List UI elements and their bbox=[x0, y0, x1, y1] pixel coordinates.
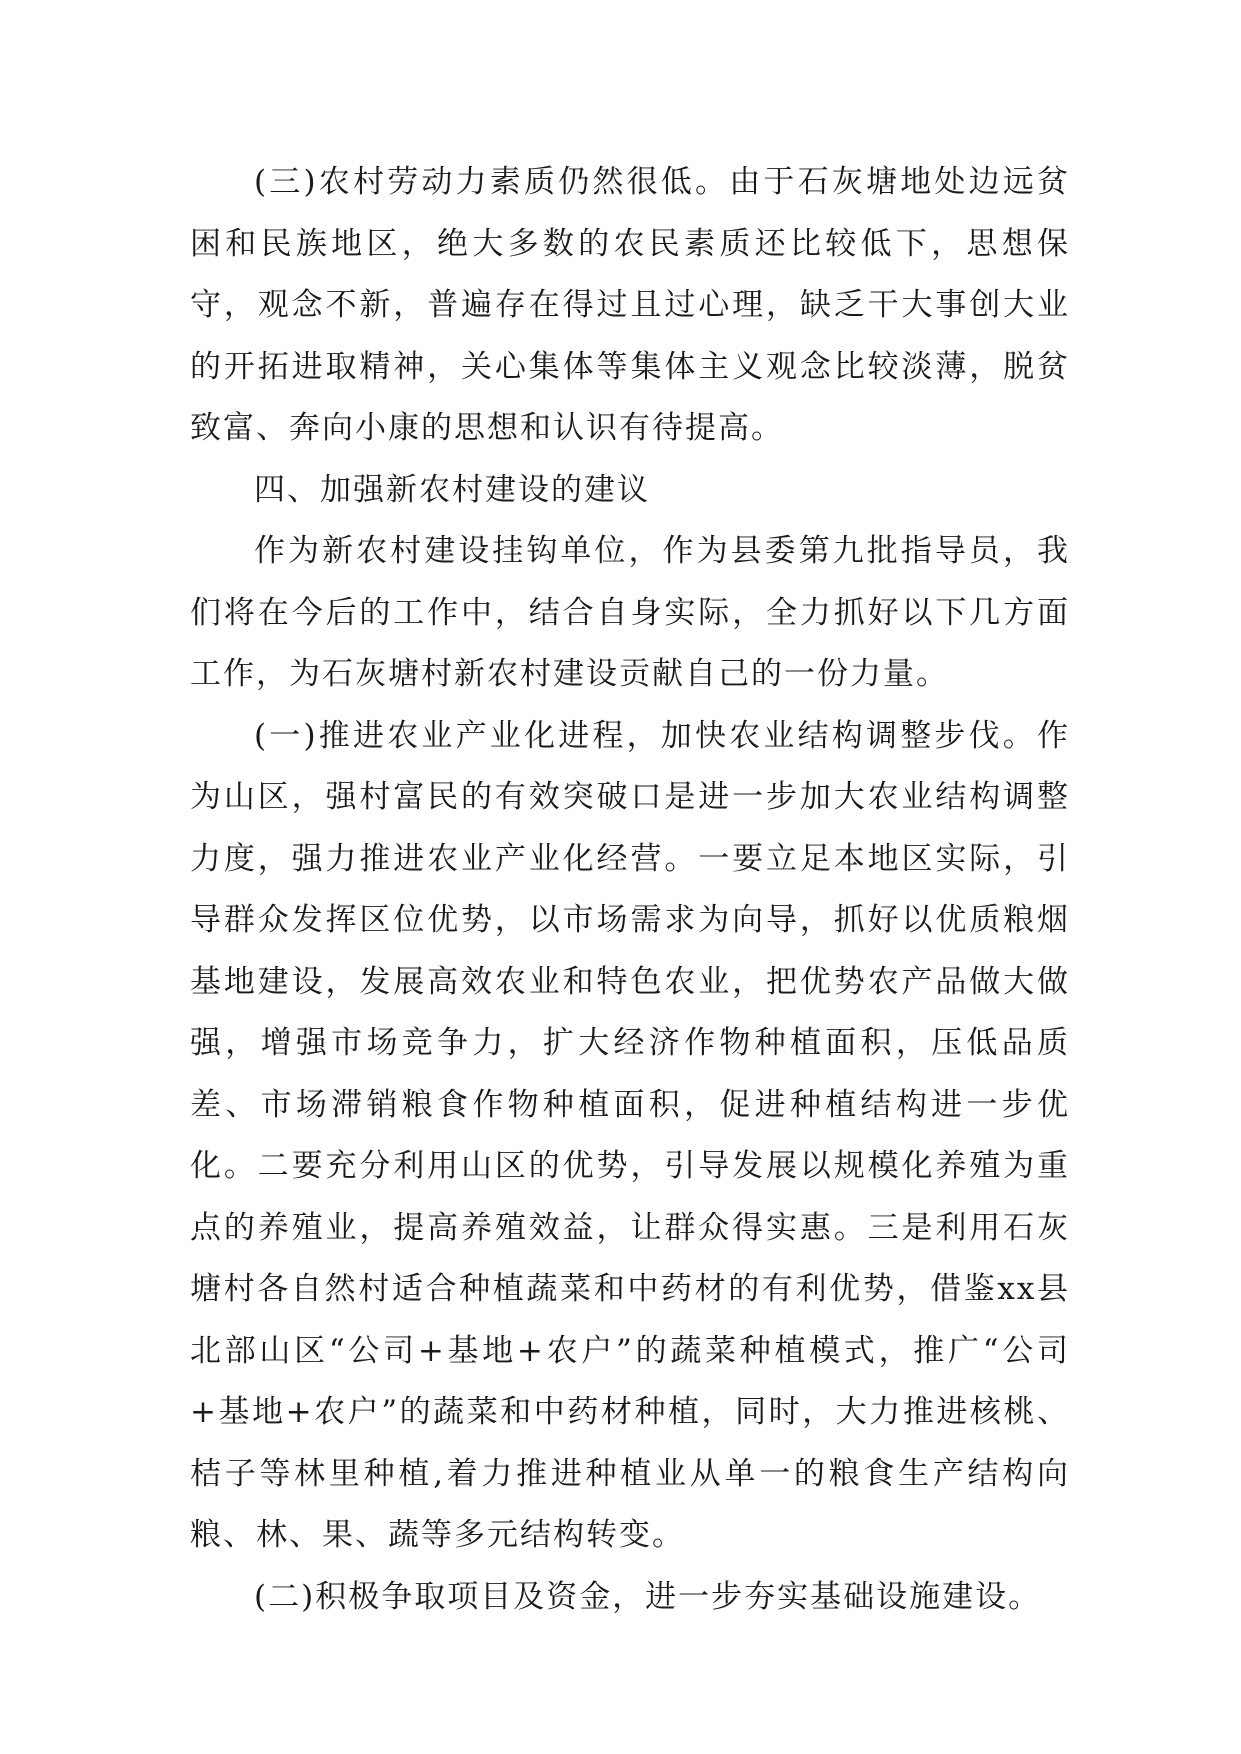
paragraph-rural-labor-quality: (三)农村劳动力素质仍然很低。由于石灰塘地处边远贫困和民族地区，绝大多数的农民素质还比较低下，思想保守，观念不新，普遍存在得过且过心理，缺乏干大事创大业的开拓进取精神，关心集体等集体主义观念比较淡薄，脱贫致富、奔向小康的思想和认识有待提高。 bbox=[190, 164, 1070, 446]
section-heading-suggestions: 四、加强新农村建设的建议 bbox=[254, 471, 650, 508]
paragraph-work-commitment: 作为新农村建设挂钩单位，作为县委第九批指导员，我们将在今后的工作中，结合自身实际，全力抓好以下几方面工作，为石灰塘村新农村建设贡献自己的一份力量。 bbox=[190, 533, 1070, 692]
paragraph-project-funding: (二)积极争取项目及资金，进一步夯实基础设施建设。 bbox=[254, 1578, 1042, 1615]
paragraph-agricultural-industrialization: (一)推进农业产业化进程，加快农业结构调整步伐。作为山区，强村富民的有效突破口是进一步加大农业结构调整力度，强力推进农业产业化经营。一要立足本地区实际，引导群众发挥区位优势，以市场需求为向导，抓好以优质粮烟基地建设，发展高效农业和特色农业，把优势农产品做大做强，增强市场竞争力，扩大经济作物种植面积，压低品质差、市场滞销粮食作物种植面积，促进种植结构进一步优化。二要充分利用山区的优势，引导发展以规模化养殖为重点的养殖业，提高养殖效益，让群众得实惠。三是利用石灰塘村各自然村适合种植蔬菜和中药材的有利优势，借鉴xx县北部山区“公司+基地+农户”的蔬菜种植模式，推广“公司+基地+农户”的蔬菜和中药材种植，同时，大力推进核桃、桔子等林里种植,着力推进种植业从单一的粮食生产结构向粮、林、果、蔬等多元结构转变。 bbox=[190, 717, 1070, 1553]
document-body bbox=[190, 152, 1070, 1628]
